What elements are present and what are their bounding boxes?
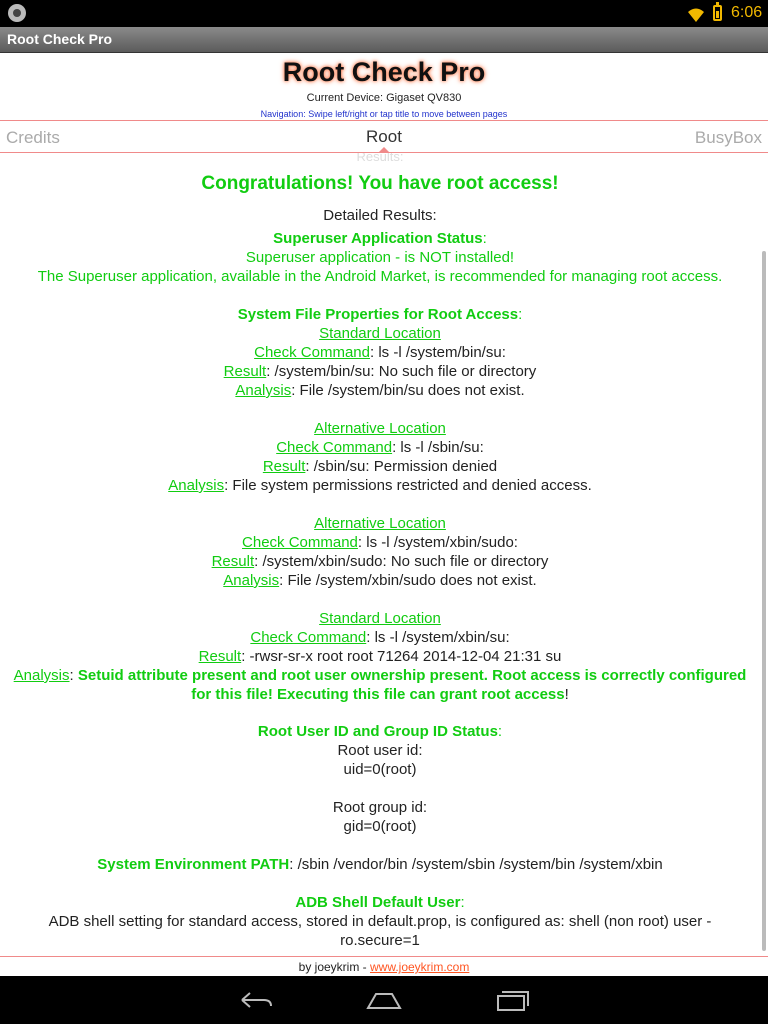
footer-link[interactable]: www.joeykrim.com bbox=[369, 960, 470, 974]
app-title: Root Check Pro bbox=[7, 31, 113, 47]
analysis-label: Analysis bbox=[235, 382, 292, 399]
path-section bbox=[0, 855, 760, 874]
analysis-value: : File /system/xbin/sudo does not exist. bbox=[279, 572, 537, 589]
scrollbar[interactable] bbox=[762, 251, 766, 951]
footer bbox=[0, 956, 768, 976]
superuser-line2: The Superuser application, available in the Android Market, is recommended for managing root access. bbox=[37, 268, 723, 285]
check-command-value: : ls -l /system/bin/su: bbox=[370, 344, 506, 361]
header bbox=[0, 53, 768, 120]
check-command-label: Check Command bbox=[242, 534, 358, 551]
back-icon[interactable] bbox=[236, 988, 276, 1012]
recent-apps-icon[interactable] bbox=[492, 988, 532, 1012]
analysis-label: Analysis bbox=[223, 572, 280, 589]
sysfile-section: System File Properties for Root Access: Standard Location Check Command: ls -l /system/bin/su: Result: /system/bin/su: No such file or directory Analysis: File /system/bin/su does not exist. Alternative Location Check Command: ls -l /sbin/su: Result: /sbin/su: Permission denied Analysis: File system permissions restricted and denied access. Alternative Location Check Command: ls -l /system/xbin/sudo: Result: /system/xbin/sudo: No such file or directory Analysis: File /system/xbin/sudo does not exist. Standard Location Check Command: ls -l /system/xbin/su: Result: -rwsr-sr-x root root 71264 2014-12-04 21:31 su Analysis: Setuid attribute present and root user ownership present. Root access is correctly configured for this file! Executing this file can grant root access! bbox=[0, 305, 760, 704]
gid-label: Root group id: bbox=[332, 799, 428, 816]
analysis-value: : File system permissions restricted and denied access. bbox=[224, 477, 592, 494]
analysis-label: Analysis bbox=[13, 667, 70, 684]
gid-value: gid=0(root) bbox=[343, 818, 417, 835]
check-command-value: : ls -l /system/xbin/sudo: bbox=[357, 534, 518, 551]
superuser-heading: Superuser Application Status bbox=[273, 230, 483, 247]
detailed-results-label: Detailed Results: bbox=[323, 207, 437, 224]
results-faded-heading: Results: bbox=[356, 153, 404, 164]
result-value: : /system/bin/su: No such file or directory bbox=[266, 363, 537, 380]
result-label: Result bbox=[223, 363, 267, 380]
device-label: Current Device: Gigaset QV830 bbox=[306, 92, 462, 104]
status-bar bbox=[0, 0, 768, 27]
clock: 6:06 bbox=[731, 4, 763, 21]
location-label: Alternative Location bbox=[314, 515, 446, 532]
check-command-value: : ls -l /sbin/su: bbox=[392, 439, 484, 456]
location-label: Alternative Location bbox=[314, 420, 446, 437]
notification-icon bbox=[8, 4, 26, 22]
check-command-label: Check Command bbox=[250, 629, 367, 646]
check-command-value: : ls -l /system/xbin/su: bbox=[366, 629, 510, 646]
superuser-line1: Superuser application - is NOT installed! bbox=[245, 249, 515, 266]
result-label: Result bbox=[198, 648, 242, 665]
analysis-label: Analysis bbox=[168, 477, 225, 494]
uid-label: Root user id: bbox=[337, 742, 423, 759]
action-bar bbox=[0, 27, 768, 53]
adb-heading: ADB Shell Default User bbox=[295, 894, 461, 911]
analysis-value-bold: for this file! Executing this file can grant root access bbox=[191, 686, 565, 703]
check-command-label: Check Command bbox=[276, 439, 393, 456]
superuser-section: Superuser Application Status: Superuser application - is NOT installed! The Superuser application, available in the Android Market, is recommended for managing root access. bbox=[0, 229, 760, 286]
tab-credits[interactable]: Credits bbox=[6, 128, 60, 147]
tab-bar bbox=[0, 120, 768, 153]
system-nav-bar bbox=[0, 976, 768, 1024]
ids-section: Root User ID and Group ID Status: Root user id: uid=0(root) Root group id: gid=0(root) bbox=[0, 722, 760, 836]
adb-line2: ro.secure=1 bbox=[340, 932, 420, 949]
results-panel[interactable] bbox=[0, 153, 760, 958]
analysis-value: : File /system/bin/su does not exist. bbox=[291, 382, 525, 399]
result-label: Result bbox=[211, 553, 255, 570]
ids-heading: Root User ID and Group ID Status bbox=[257, 723, 498, 740]
home-icon[interactable] bbox=[364, 988, 404, 1012]
congrats-message: Congratulations! You have root access! bbox=[201, 173, 559, 194]
wifi-icon bbox=[686, 5, 706, 23]
main-content bbox=[0, 53, 768, 976]
tab-busybox[interactable]: BusyBox bbox=[694, 128, 762, 147]
uid-value: uid=0(root) bbox=[343, 761, 417, 778]
footer-author: by joeykrim - bbox=[298, 960, 370, 974]
check-command-label: Check Command bbox=[254, 344, 370, 361]
analysis-value-bold: Setuid attribute present and root user ownership present. Root access is correctly configured bbox=[77, 667, 747, 684]
result-label: Result bbox=[262, 458, 306, 475]
path-heading: System Environment PATH bbox=[97, 856, 290, 873]
location-label: Standard Location bbox=[319, 610, 441, 627]
result-value: : /system/xbin/sudo: No such file or directory bbox=[254, 553, 549, 570]
page-title[interactable]: Root Check Pro bbox=[282, 57, 486, 87]
battery-icon bbox=[713, 5, 722, 21]
tab-root[interactable]: Root bbox=[366, 127, 402, 146]
adb-section: ADB Shell Default User: ADB shell setting for standard access, stored in default.prop, is configured as: shell (non root) user - ro.secure=1 bbox=[0, 893, 760, 950]
result-value: : -rwsr-sr-x root root 71264 2014-12-04 21:31 su bbox=[241, 648, 562, 665]
navigation-hint: Navigation: Swipe left/right or tap title to move between pages bbox=[260, 109, 508, 119]
sysfile-heading: System File Properties for Root Access bbox=[237, 306, 519, 323]
result-value: : /sbin/su: Permission denied bbox=[305, 458, 498, 475]
location-label: Standard Location bbox=[319, 325, 441, 342]
path-value: : /sbin /vendor/bin /system/sbin /system/bin /system/xbin bbox=[289, 856, 663, 873]
adb-line1: ADB shell setting for standard access, stored in default.prop, is configured as: shell (non root) user - bbox=[48, 913, 712, 930]
